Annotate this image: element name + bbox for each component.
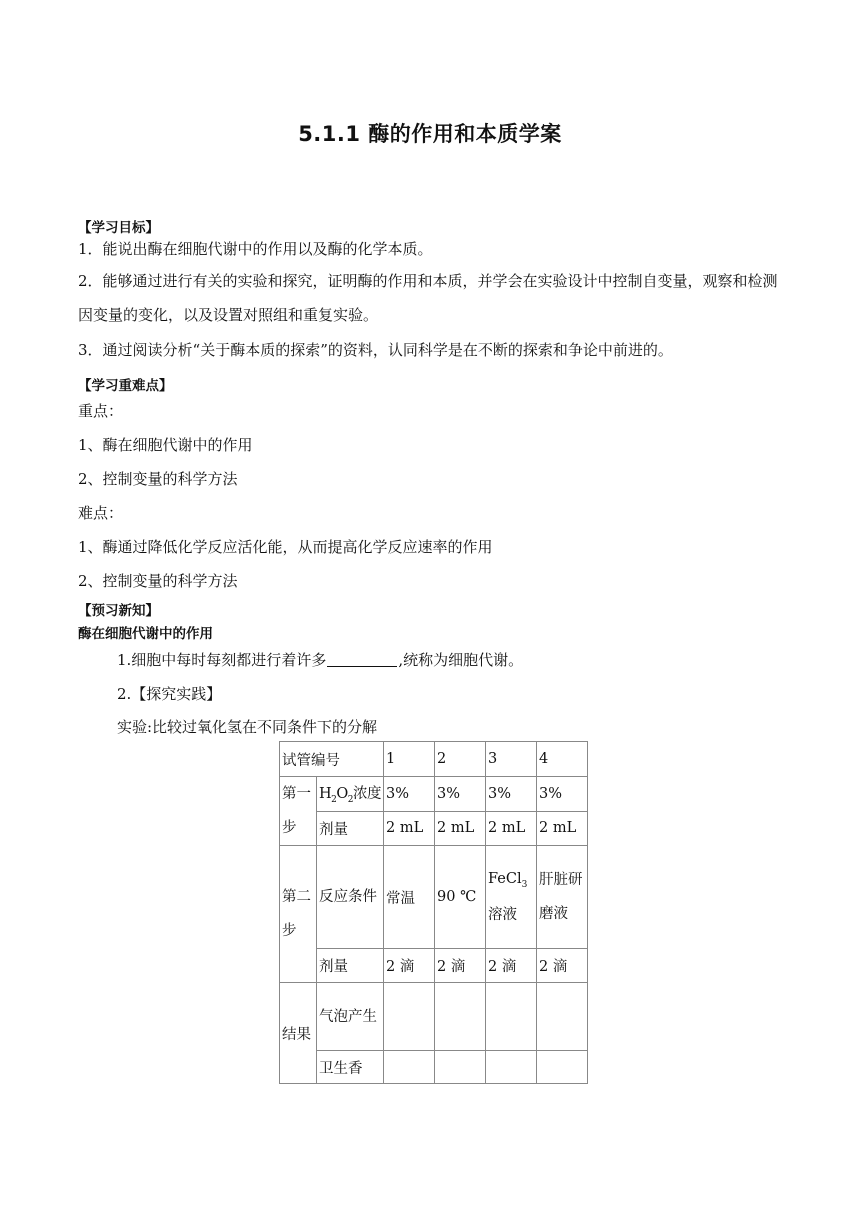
- experiment-table: [279, 741, 588, 1084]
- dose1-2: 2 mL: [435, 811, 486, 846]
- preview-subheading: 酶在细胞代谢中的作用: [78, 626, 213, 642]
- tube-3: 3: [486, 742, 537, 777]
- incense-result-3[interactable]: [486, 1051, 537, 1084]
- conc-3: 3%: [486, 777, 537, 812]
- objective-3: 3．通过阅读分析“关于酶本质的探索”的资料，认同科学是在不断的探索和争论中前进的。: [78, 341, 673, 359]
- dose2-3: 2 滴: [486, 949, 537, 983]
- bubble-result-3[interactable]: [486, 983, 537, 1051]
- objective-1: 1．能说出酶在细胞代谢中的作用以及酶的化学本质。: [78, 240, 433, 258]
- question-1-before: 1.细胞中每时每刻都进行着许多: [117, 651, 327, 669]
- question-1-after: ,统称为细胞代谢。: [398, 651, 524, 669]
- objective-2: 2．能够通过进行有关的实验和探究，证明酶的作用和本质，并学会在实验设计中控制自变量，观察和检测因变量的变化，以及设置对照组和重复实验。: [78, 272, 778, 324]
- condition-3: FeCl$_3$ 溶液: [486, 846, 537, 949]
- conc-1: 3%: [384, 777, 435, 812]
- page-title: 5.1.1 酶的作用和本质学案: [298, 122, 562, 146]
- incense-result-4[interactable]: [537, 1051, 588, 1084]
- focus-item-2: 2、控制变量的科学方法: [78, 470, 238, 488]
- experiment-title: 实验:比较过氧化氢在不同条件下的分解: [117, 718, 378, 736]
- incense-result-2[interactable]: [435, 1051, 486, 1084]
- step-2-label: 第二步: [280, 846, 317, 983]
- dose-label-step-1: 剂量: [317, 811, 384, 846]
- fill-blank[interactable]: [327, 652, 397, 667]
- preview-heading: 【预习新知】: [78, 603, 159, 619]
- tube-2: 2: [435, 742, 486, 777]
- question-1: [117, 649, 523, 670]
- condition-2: 90 ℃: [435, 846, 486, 949]
- dose2-2: 2 滴: [435, 949, 486, 983]
- focus-label: 重点：: [78, 402, 124, 420]
- difficulty-item-1: 1、酶通过降低化学反应活化能，从而提高化学反应速率的作用: [78, 538, 493, 556]
- incense-result-1[interactable]: [384, 1051, 435, 1084]
- condition-1: 常温: [384, 846, 435, 949]
- bubble-result-2[interactable]: [435, 983, 486, 1051]
- key-points-heading: 【学习重难点】: [78, 378, 173, 394]
- difficulty-label: 难点：: [78, 504, 124, 522]
- tube-number-label: 试管编号: [280, 742, 384, 777]
- dose-label-step-2: 剂量: [317, 949, 384, 983]
- tube-1: 1: [384, 742, 435, 777]
- objectives-heading: 【学习目标】: [78, 220, 159, 236]
- step-1-label: 第一步: [280, 777, 317, 846]
- incense-label: 卫生香: [317, 1051, 384, 1084]
- difficulty-item-2: 2、控制变量的科学方法: [78, 572, 238, 590]
- focus-item-1: 1、酶在细胞代谢中的作用: [78, 436, 253, 454]
- dose1-1: 2 mL: [384, 811, 435, 846]
- reaction-condition-label: 反应条件: [317, 846, 384, 949]
- question-2: 2.【探究实践】: [117, 685, 222, 703]
- conc-2: 3%: [435, 777, 486, 812]
- result-label: 结果: [280, 983, 317, 1084]
- bubble-result-4[interactable]: [537, 983, 588, 1051]
- dose1-3: 2 mL: [486, 811, 537, 846]
- bubble-result-1[interactable]: [384, 983, 435, 1051]
- h2o2-concentration-label: $H_2O_2$浓度: [317, 777, 384, 812]
- dose1-4: 2 mL: [537, 811, 588, 846]
- dose2-4: 2 滴: [537, 949, 588, 983]
- condition-4: 肝脏研磨液: [537, 846, 588, 949]
- dose2-1: 2 滴: [384, 949, 435, 983]
- bubble-label: 气泡产生: [317, 983, 384, 1051]
- conc-4: 3%: [537, 777, 588, 812]
- tube-4: 4: [537, 742, 588, 777]
